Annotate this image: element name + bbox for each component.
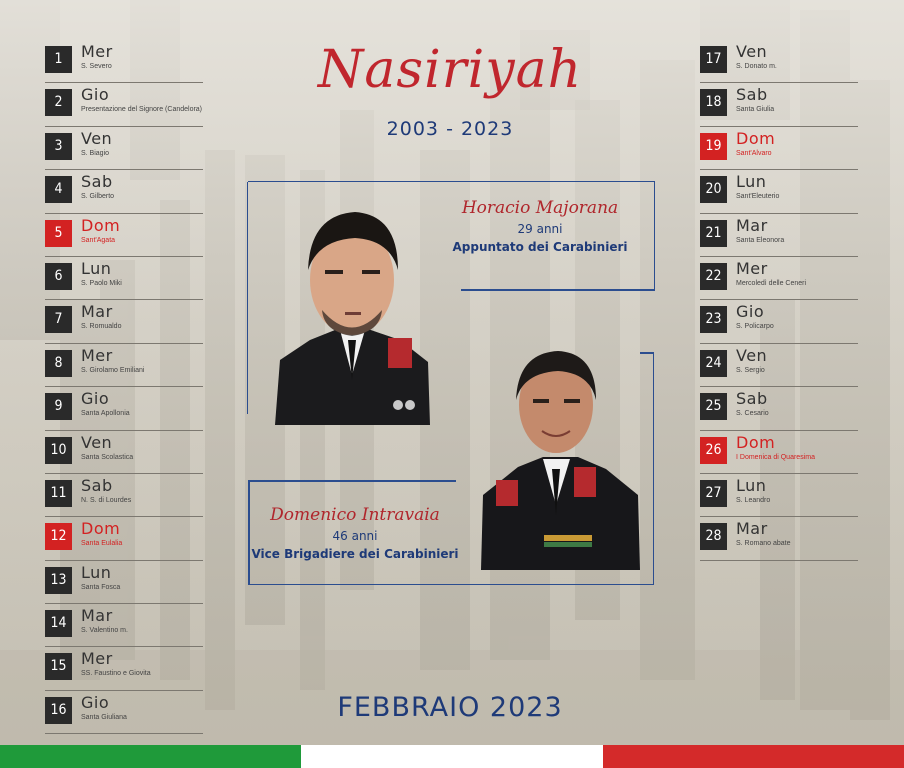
day-number: 25 — [700, 393, 727, 420]
person-2-rank: Vice Brigadiere dei Carabinieri — [251, 547, 459, 561]
day-row — [700, 257, 860, 300]
days-column-right — [700, 40, 860, 561]
day-saint: S. Policarpo — [736, 323, 774, 331]
day-saint: Santa Giulia — [736, 106, 775, 114]
day-saint: Presentazione del Signore (Candelora) — [81, 106, 203, 114]
flag-red-band — [603, 745, 904, 768]
day-name: Lun — [81, 562, 112, 582]
day-saint: N. S. di Lourdes — [81, 496, 132, 504]
flag-green-band — [0, 745, 301, 768]
day-saint: S. Donato m. — [736, 63, 777, 70]
person-1-name: Horacio Majorana — [461, 198, 619, 218]
day-name: Dom — [81, 519, 121, 539]
day-number: 13 — [45, 567, 72, 594]
day-row — [45, 170, 205, 213]
person-2-age: 46 anni — [332, 529, 378, 543]
day-saint: S. Romualdo — [81, 323, 122, 331]
days-column-left — [45, 40, 205, 734]
day-row — [45, 561, 205, 604]
day-row — [700, 431, 860, 474]
day-row — [45, 431, 205, 474]
day-row — [700, 40, 860, 83]
day-saint: S. Sergio — [736, 366, 765, 374]
day-row — [45, 40, 205, 83]
day-row — [700, 517, 860, 560]
day-saint: Santa Eulalia — [81, 540, 123, 548]
day-name: Sab — [736, 389, 768, 409]
day-saint: S. Valentino m. — [81, 627, 128, 635]
portrait-horacio-majorana — [270, 200, 435, 425]
day-name: Gio — [81, 85, 110, 105]
day-number: 24 — [700, 350, 727, 377]
day-name: Ven — [736, 42, 768, 61]
day-row — [700, 83, 860, 126]
day-number: 23 — [700, 306, 727, 333]
day-number: 2 — [45, 89, 72, 116]
day-name: Lun — [736, 475, 767, 495]
day-saint: Santa Eleonora — [736, 236, 785, 244]
day-name: Lun — [81, 258, 112, 278]
day-number: 14 — [45, 610, 72, 637]
day-saint: S. Gilberto — [81, 193, 115, 201]
day-row — [45, 83, 205, 126]
day-row — [45, 344, 205, 387]
day-saint: S. Romano abate — [736, 540, 791, 548]
portrait-domenico-intravaia — [478, 345, 643, 570]
day-saint: SS. Faustino e Giovita — [81, 670, 151, 678]
day-name: Mer — [81, 345, 113, 365]
day-name: Mar — [81, 302, 113, 322]
person-1-age: 29 anni — [517, 222, 563, 236]
day-number: 6 — [45, 263, 72, 290]
day-name: Lun — [736, 172, 767, 192]
flag-white-band — [301, 745, 603, 768]
day-saint: Mercoledì delle Ceneri — [736, 279, 807, 287]
day-name: Gio — [736, 302, 765, 322]
day-name: Sab — [81, 172, 113, 192]
day-row — [45, 300, 205, 343]
day-number: 21 — [700, 220, 727, 247]
day-row — [700, 474, 860, 517]
day-number: 19 — [700, 133, 727, 160]
day-saint: S. Cesario — [736, 410, 769, 418]
day-number: 28 — [700, 523, 727, 550]
day-saint: S. Girolamo Emiliani — [81, 366, 145, 374]
day-row — [45, 214, 205, 257]
day-row — [700, 300, 860, 343]
person-2-name: Domenico Intravaia — [270, 505, 440, 525]
day-number: 4 — [45, 176, 72, 203]
years-label: 2003 - 2023 — [386, 118, 514, 140]
day-row — [700, 344, 860, 387]
day-row — [45, 517, 205, 560]
day-saint: Santa Giuliana — [81, 713, 127, 721]
day-name: Mar — [81, 606, 113, 626]
person-1-rank: Appuntato dei Carabinieri — [452, 240, 628, 254]
day-name: Dom — [736, 128, 776, 148]
day-row — [45, 691, 205, 734]
day-divider — [45, 733, 203, 734]
day-saint: Sant'Eleuterio — [736, 193, 780, 201]
day-number: 8 — [45, 350, 72, 377]
day-name: Mar — [736, 215, 768, 235]
day-number: 3 — [45, 133, 72, 160]
day-number: 26 — [700, 437, 727, 464]
day-name: Ven — [81, 128, 113, 148]
day-row — [45, 647, 205, 690]
day-row — [45, 604, 205, 647]
day-number: 18 — [700, 89, 727, 116]
day-number: 15 — [45, 653, 72, 680]
day-name: Ven — [736, 345, 768, 365]
day-divider — [700, 560, 858, 561]
day-number: 22 — [700, 263, 727, 290]
day-number: 20 — [700, 176, 727, 203]
day-row — [700, 170, 860, 213]
day-row — [45, 387, 205, 430]
day-number: 9 — [45, 393, 72, 420]
day-number: 12 — [45, 523, 72, 550]
day-number: 7 — [45, 306, 72, 333]
day-name: Gio — [81, 692, 110, 712]
day-name: Mer — [81, 649, 113, 669]
caption-person-1 — [440, 198, 640, 258]
day-number: 10 — [45, 437, 72, 464]
day-name: Dom — [736, 432, 776, 452]
italian-flag-stripe — [0, 745, 904, 768]
day-number: 1 — [45, 46, 72, 73]
day-row — [700, 387, 860, 430]
day-number: 5 — [45, 220, 72, 247]
day-name: Gio — [81, 389, 110, 409]
day-saint: S. Severo — [81, 63, 112, 70]
day-number: 27 — [700, 480, 727, 507]
day-saint: Santa Scolastica — [81, 453, 134, 461]
day-name: Mer — [81, 42, 113, 61]
day-number: 16 — [45, 697, 72, 724]
day-saint: Santa Apollonia — [81, 410, 130, 418]
day-saint: S. Paolo Miki — [81, 279, 122, 287]
day-saint: S. Biagio — [81, 149, 110, 157]
day-row — [45, 127, 205, 170]
page-title: Nasiriyah — [317, 40, 583, 100]
day-name: Mer — [736, 258, 768, 278]
day-saint: Sant'Alvaro — [736, 149, 772, 157]
day-name: Sab — [736, 85, 768, 105]
day-saint: S. Leandro — [736, 496, 771, 504]
day-row — [45, 257, 205, 300]
caption-person-2 — [250, 505, 460, 565]
day-name: Sab — [81, 475, 113, 495]
day-saint: Santa Fosca — [81, 583, 121, 591]
day-name: Mar — [736, 519, 768, 539]
day-saint: I Domenica di Quaresima — [736, 453, 815, 461]
day-number: 11 — [45, 480, 72, 507]
day-name: Dom — [81, 215, 121, 235]
month-label: FEBBRAIO 2023 — [337, 692, 563, 723]
day-row — [700, 127, 860, 170]
day-name: Ven — [81, 432, 113, 452]
day-row — [45, 474, 205, 517]
day-row — [700, 214, 860, 257]
day-saint: Sant'Agata — [81, 236, 116, 244]
day-number: 17 — [700, 46, 727, 73]
